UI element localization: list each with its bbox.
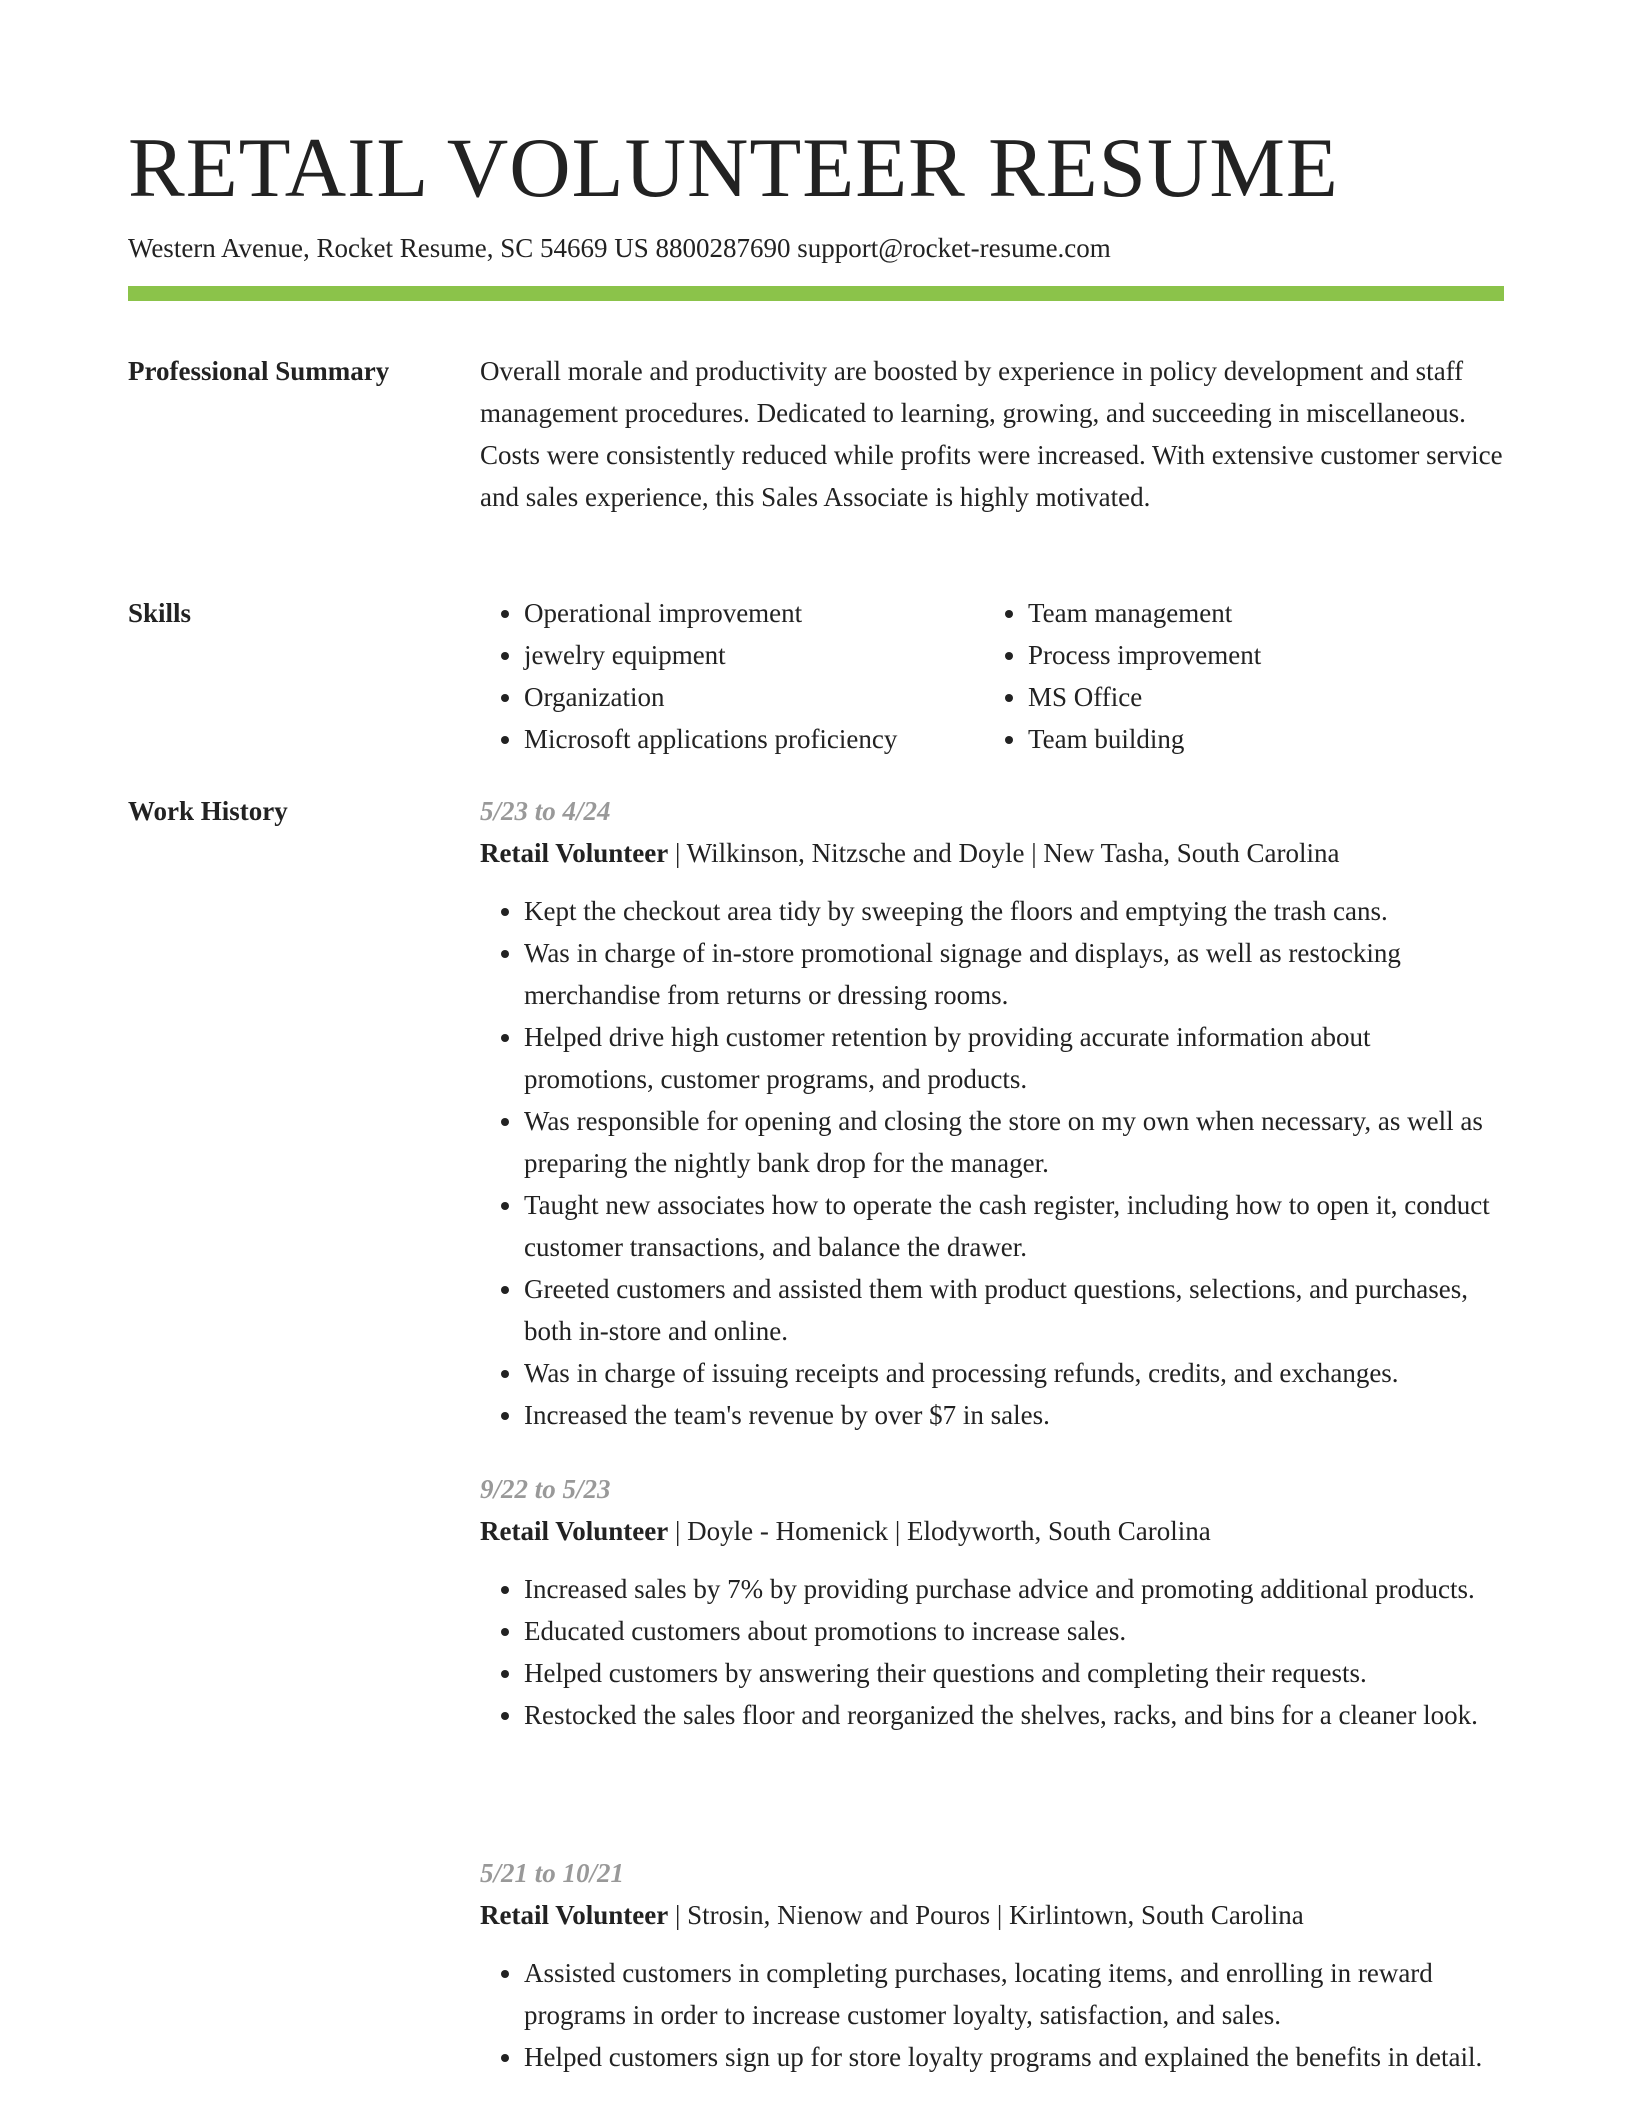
skill-item: • Organization bbox=[524, 676, 984, 718]
job-bullets bbox=[480, 890, 1504, 1436]
skill-item: • jewelry equipment bbox=[524, 634, 984, 676]
skill-item: • MS Office bbox=[1028, 676, 1488, 718]
job-bullet: • Was in charge of issuing receipts and processing refunds, credits, and exchanges. bbox=[524, 1352, 1504, 1394]
header-divider bbox=[128, 286, 1504, 301]
skill-item: • Team management bbox=[1028, 592, 1488, 634]
job-bullets bbox=[480, 1952, 1504, 2078]
job-dates: 5/23 to 4/24 bbox=[480, 796, 611, 826]
job-bullet: • Increased sales by 7% by providing purchase advice and promoting additional products. bbox=[524, 1568, 1504, 1610]
job-entry bbox=[480, 1468, 1504, 1736]
job-details: | Wilkinson, Nitzsche and Doyle | New Tasha, South Carolina bbox=[668, 838, 1340, 868]
job-details: | Strosin, Nienow and Pouros | Kirlintown, South Carolina bbox=[668, 1900, 1304, 1930]
job-dates: 5/21 to 10/21 bbox=[480, 1858, 625, 1888]
job-entry bbox=[480, 790, 1504, 1436]
resume-title: RETAIL VOLUNTEER RESUME bbox=[128, 121, 1339, 215]
job-bullet: • Educated customers about promotions to increase sales. bbox=[524, 1610, 1504, 1652]
job-bullet: • Greeted customers and assisted them with product questions, selections, and purchases, both in-store and online. bbox=[524, 1268, 1504, 1352]
work-history-label: Work History bbox=[128, 796, 288, 826]
job-bullet: • Was responsible for opening and closing the store on my own when necessary, as well as preparing the nightly bank drop for the manager. bbox=[524, 1100, 1504, 1184]
job-heading bbox=[480, 832, 1504, 874]
job-entry bbox=[480, 1852, 1504, 2078]
job-bullets bbox=[480, 1568, 1504, 1736]
job-bullet: • Kept the checkout area tidy by sweeping the floors and emptying the trash cans. bbox=[524, 890, 1504, 932]
job-bullet: • Was in charge of in-store promotional signage and displays, as well as restocking merchandise from returns or dressing rooms. bbox=[524, 932, 1504, 1016]
skill-item: • Microsoft applications proficiency bbox=[524, 718, 984, 760]
skill-item: • Process improvement bbox=[1028, 634, 1488, 676]
skill-item: • Operational improvement bbox=[524, 592, 984, 634]
contact-line: Western Avenue, Rocket Resume, SC 54669 US 8800287690 support@rocket-resume.com bbox=[128, 233, 1111, 263]
job-bullet: • Assisted customers in completing purchases, locating items, and enrolling in reward programs in order to increase customer loyalty, satisfaction, and sales. bbox=[524, 1952, 1504, 2036]
job-bullet: • Taught new associates how to operate the cash register, including how to open it, conduct customer transactions, and balance the drawer. bbox=[524, 1184, 1504, 1268]
job-role: Retail Volunteer bbox=[480, 1516, 669, 1546]
skills-column-2 bbox=[984, 592, 1488, 760]
job-bullet: • Increased the team's revenue by over $7 in sales. bbox=[524, 1394, 1504, 1436]
job-heading bbox=[480, 1894, 1504, 1936]
job-bullet: • Helped drive high customer retention by providing accurate information about promotions, customer programs, and products. bbox=[524, 1016, 1504, 1100]
summary-label: Professional Summary bbox=[128, 356, 390, 386]
job-bullet: • Restocked the sales floor and reorganized the shelves, racks, and bins for a cleaner look. bbox=[524, 1694, 1504, 1736]
job-dates: 9/22 to 5/23 bbox=[480, 1474, 611, 1504]
job-role: Retail Volunteer bbox=[480, 838, 669, 868]
job-heading bbox=[480, 1510, 1504, 1552]
job-details: | Doyle - Homenick | Elodyworth, South Carolina bbox=[668, 1516, 1211, 1546]
skills-column-1 bbox=[480, 592, 984, 760]
skills-label: Skills bbox=[128, 598, 192, 628]
job-role: Retail Volunteer bbox=[480, 1900, 669, 1930]
job-bullet: • Helped customers by answering their questions and completing their requests. bbox=[524, 1652, 1504, 1694]
summary-text: Overall morale and productivity are boosted by experience in policy development and staff management procedures. Dedicated to learning, growing, and succeeding in miscellaneous. Costs were consistently reduced while profits were increased. With extensive customer service and sales experience, this Sales Associate is highly motivated. bbox=[480, 356, 1503, 512]
skill-item: • Team building bbox=[1028, 718, 1488, 760]
job-bullet: • Helped customers sign up for store loyalty programs and explained the benefits in detail. bbox=[524, 2036, 1504, 2078]
skills-list bbox=[480, 592, 1504, 760]
